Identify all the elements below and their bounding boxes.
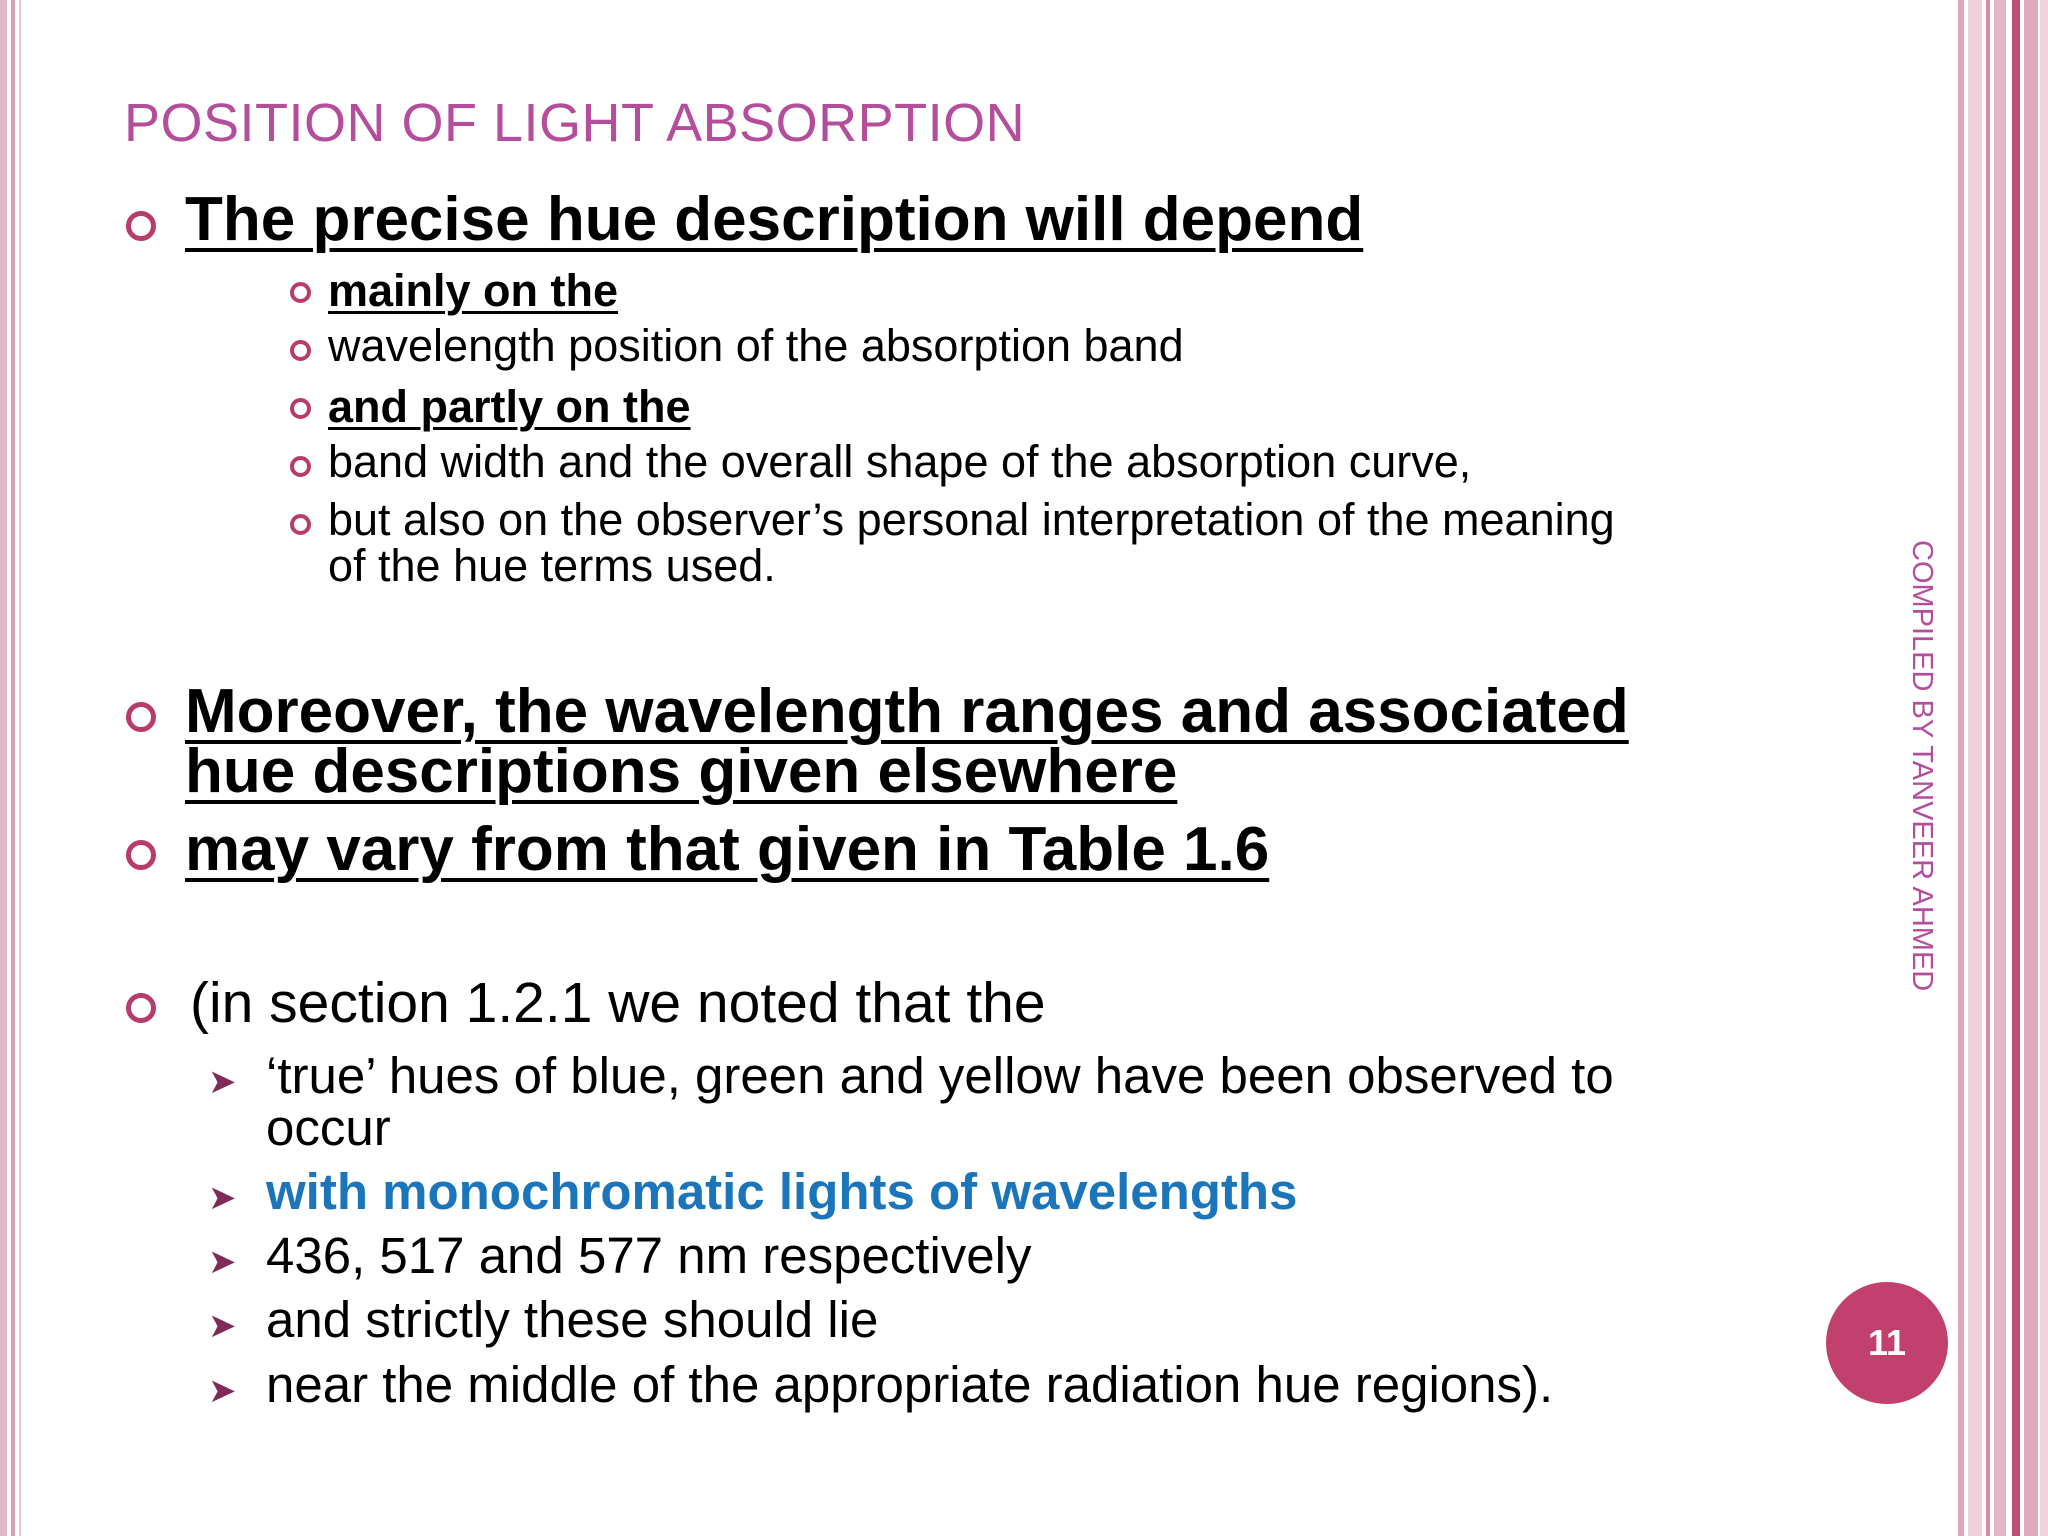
circle-bullet-icon	[290, 398, 311, 419]
circle-bullet-icon	[290, 340, 311, 361]
arrow-item-highlight: with monochromatic lights of wavelengths	[266, 1163, 1298, 1220]
circle-bullet-icon	[290, 456, 311, 477]
page-number: 11	[1867, 1322, 1907, 1363]
sub-item: and partly on the	[328, 381, 691, 432]
circle-bullet-icon	[126, 840, 156, 870]
arrow-item-continuation: occur	[266, 1099, 391, 1156]
circle-bullet-icon	[290, 514, 311, 535]
sub-item: wavelength position of the absorption band	[328, 320, 1184, 371]
arrow-bullet-icon: ➤	[208, 1307, 237, 1345]
point-heading-continuation: hue descriptions given elsewhere	[185, 737, 1178, 806]
left-border-stripe	[19, 0, 21, 1536]
arrow-bullet-icon: ➤	[208, 1243, 237, 1281]
right-border-stripe	[1986, 0, 1990, 1536]
sub-item: but also on the observer’s personal interpretation of the meaning	[328, 494, 1615, 545]
sub-item: band width and the overall shape of the absorption curve,	[328, 436, 1472, 487]
right-border-stripe	[2040, 0, 2048, 1536]
right-border-stripe	[2012, 0, 2020, 1536]
point-heading: Moreover, the wavelength ranges and associated	[185, 677, 1629, 746]
arrow-item: and strictly these should lie	[266, 1291, 879, 1348]
point-heading: The precise hue description will depend	[185, 185, 1364, 254]
circle-bullet-icon	[290, 282, 311, 303]
arrow-item: 436, 517 and 577 nm respectively	[266, 1227, 1032, 1284]
arrow-bullet-icon: ➤	[208, 1372, 237, 1410]
right-border-stripe	[2024, 0, 2038, 1536]
page-number-badge	[1826, 1282, 1948, 1404]
arrow-item: near the middle of the appropriate radiation hue regions).	[266, 1356, 1554, 1413]
slide-title: POSITION OF LIGHT ABSORPTION	[124, 93, 1026, 153]
circle-bullet-icon	[126, 702, 156, 732]
sub-item-continuation: of the hue terms used.	[328, 540, 776, 591]
circle-bullet-icon	[126, 993, 156, 1023]
right-border-stripe	[1994, 0, 2006, 1536]
arrow-bullet-icon: ➤	[208, 1179, 237, 1217]
sub-item: mainly on the	[328, 265, 619, 316]
author-credit: COMPILED BY TANVEER AHMED	[1906, 540, 1938, 992]
left-border-stripe	[0, 0, 7, 1536]
circle-bullet-icon	[126, 211, 156, 241]
right-border-stripe	[1968, 0, 1982, 1536]
point-heading: (in section 1.2.1 we noted that the	[190, 971, 1046, 1035]
left-border-stripe	[11, 0, 15, 1536]
arrow-bullet-icon: ➤	[208, 1063, 237, 1101]
point-heading: may vary from that given in Table 1.6	[185, 815, 1270, 884]
arrow-item: ‘true’ hues of blue, green and yellow have been observed to	[266, 1047, 1614, 1104]
right-border-stripe	[1958, 0, 1964, 1536]
